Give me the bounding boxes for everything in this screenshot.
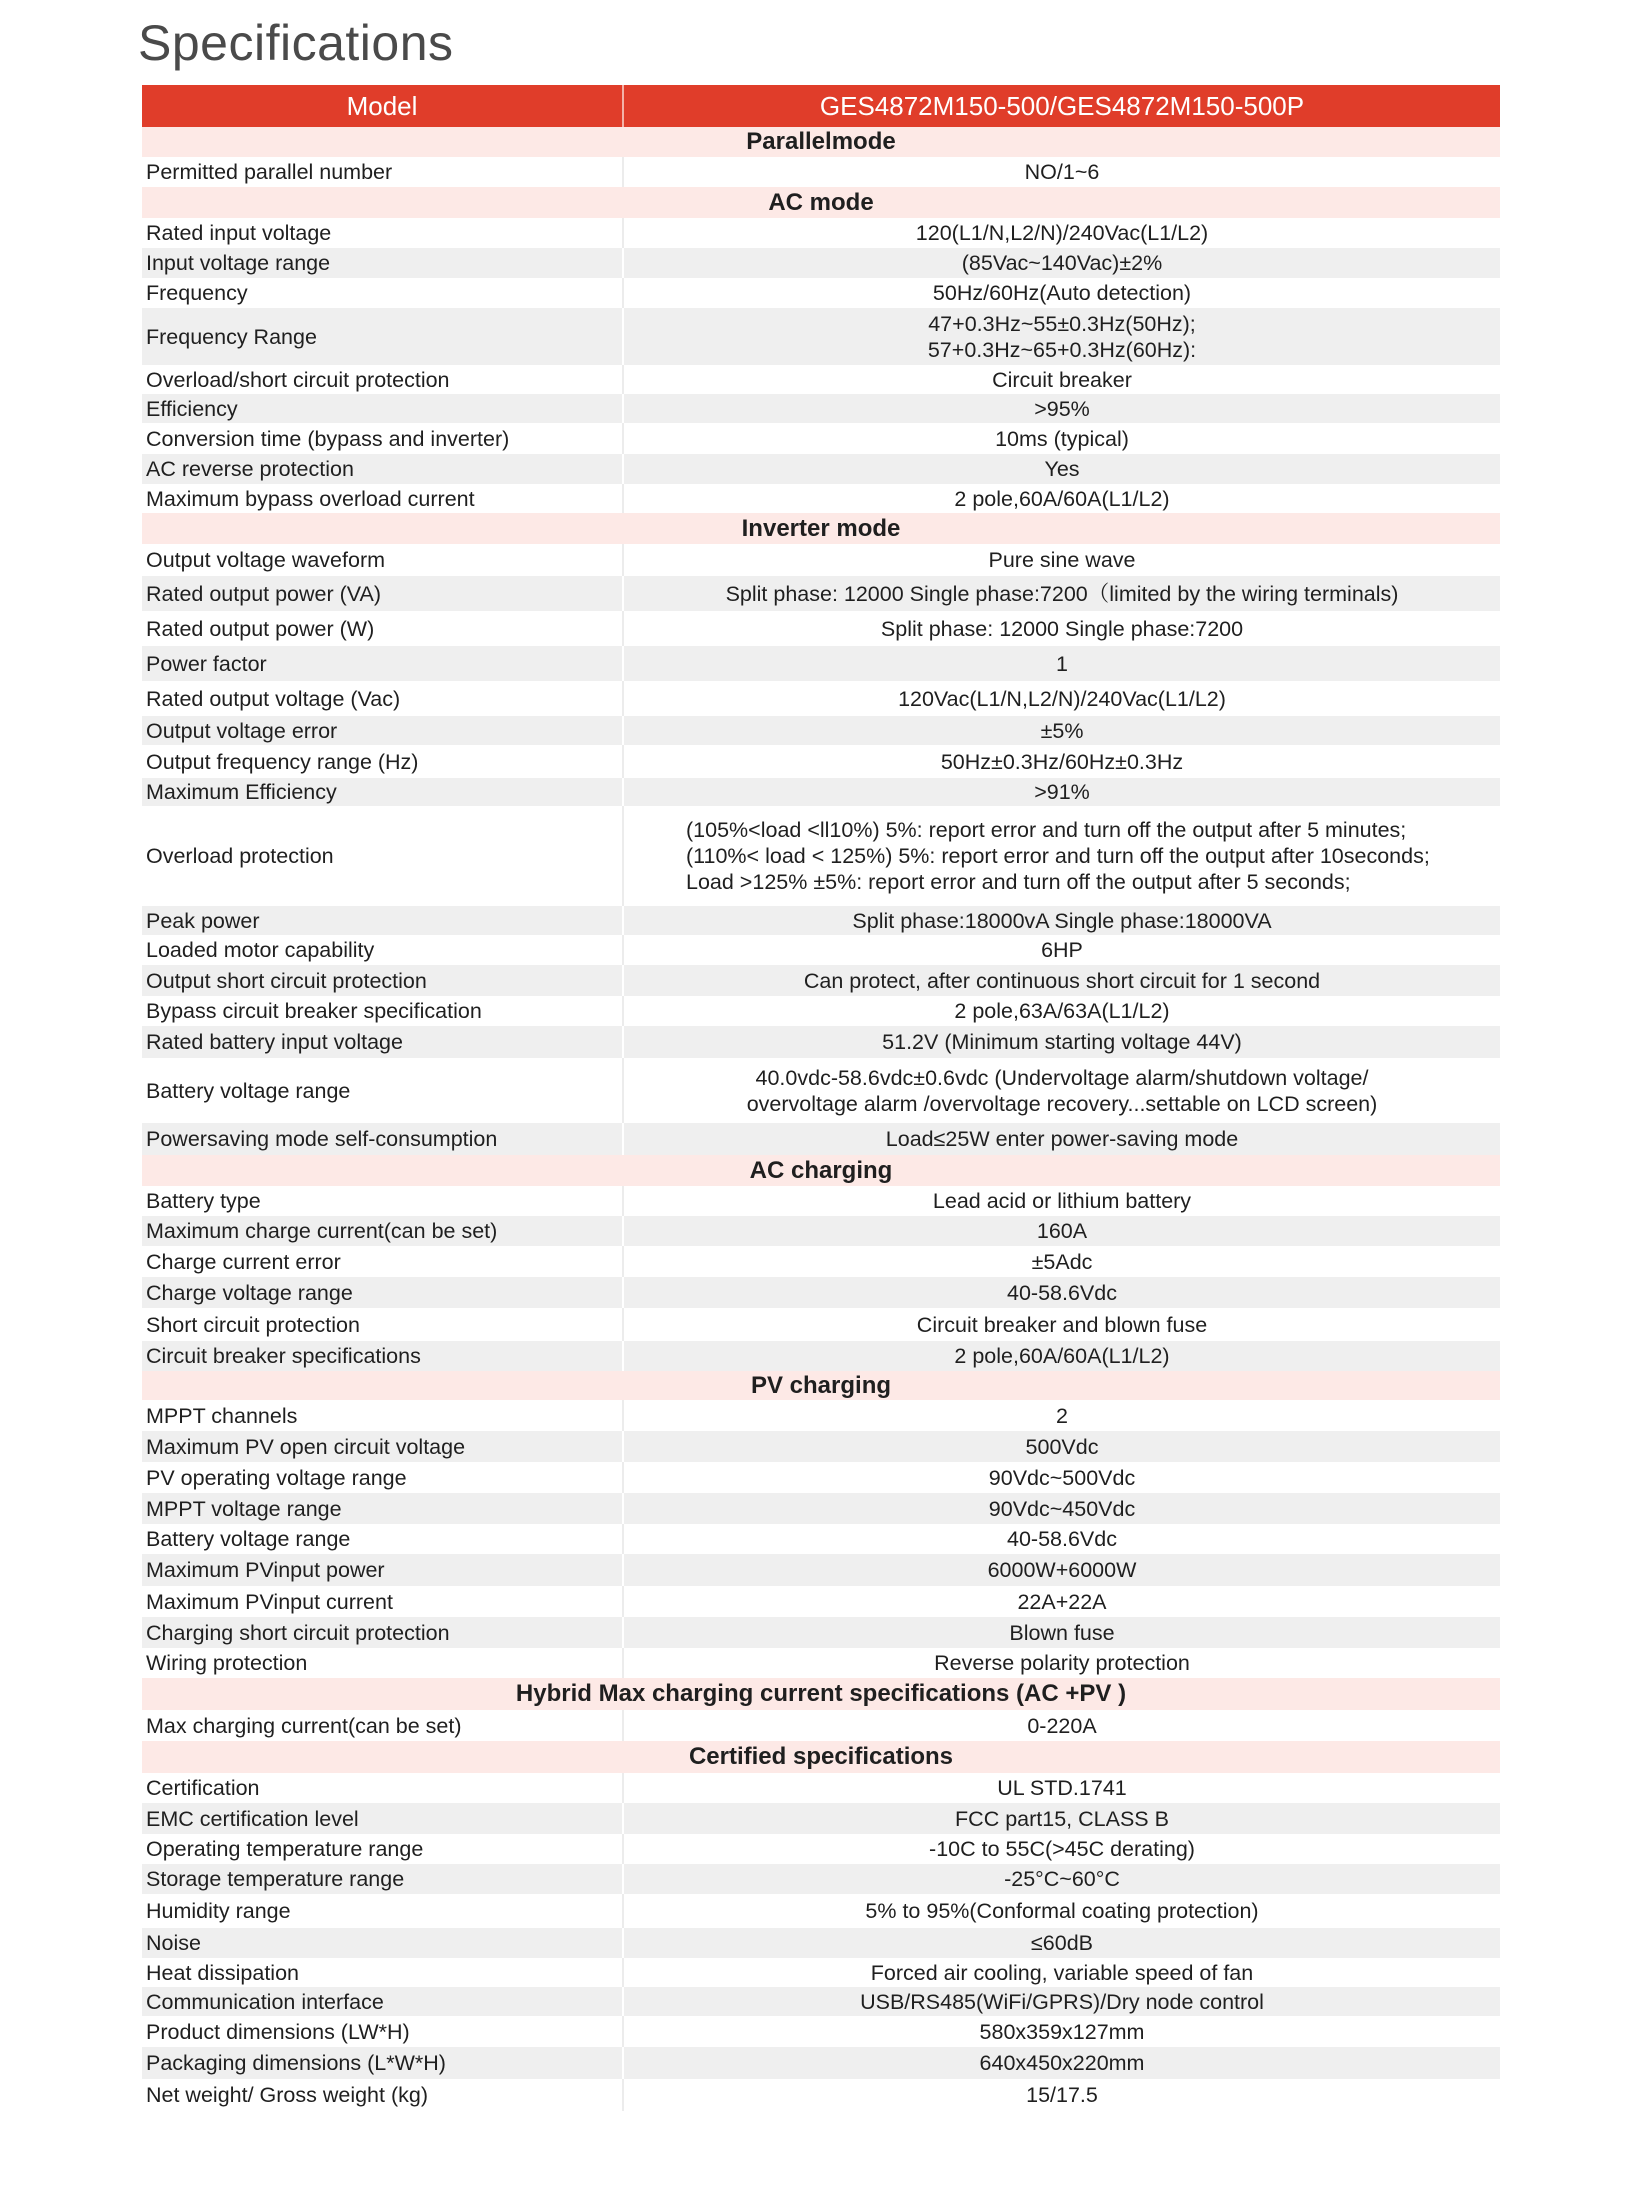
spec-value-line: 120(L1/N,L2/N)/240Vac(L1/L2) — [915, 221, 1209, 245]
spec-value-line: NO/1~6 — [1024, 160, 1100, 184]
spec-value — [623, 681, 1500, 716]
spec-value-line: 580x359x127mm — [979, 2019, 1145, 2044]
spec-value-line: Can protect, after continuous short circuit for 1 second — [803, 968, 1321, 993]
spec-row — [142, 423, 1500, 454]
spec-value — [623, 423, 1500, 454]
spec-value — [623, 1216, 1500, 1246]
spec-value-line: 6HP — [1041, 938, 1083, 962]
spec-row — [142, 1554, 1500, 1586]
spec-value — [623, 2079, 1500, 2111]
spec-row — [142, 2016, 1500, 2047]
spec-label: Rated input voltage — [142, 218, 623, 248]
spec-label: Maximum Efficiency — [142, 778, 623, 806]
spec-row — [142, 2079, 1500, 2111]
spec-row — [142, 1431, 1500, 1462]
spec-value — [623, 1058, 1500, 1123]
spec-value-line: 50Hz/60Hz(Auto detection) — [932, 281, 1192, 305]
spec-value-line: Circuit breaker and blown fuse — [916, 1312, 1208, 1337]
spec-value — [623, 965, 1500, 996]
spec-row — [142, 1958, 1500, 1987]
spec-value — [623, 1928, 1500, 1958]
section-title: PV charging — [142, 1371, 1500, 1400]
model-header-value: GES4872M150-500/GES4872M150-500P — [623, 85, 1500, 127]
spec-value-line: USB/RS485(WiFi/GPRS)/Dry node control — [860, 1989, 1264, 2014]
spec-row — [142, 1928, 1500, 1958]
spec-value — [623, 906, 1500, 935]
spec-value-line: 2 pole,60A/60A(L1/L2) — [954, 1344, 1170, 1368]
spec-value-line: 15/17.5 — [1026, 2083, 1098, 2107]
spec-value-line: overvoltage alarm /overvoltage recovery...settable on LCD screen) — [746, 1091, 1378, 1116]
spec-label: Product dimensions (LW*H) — [142, 2016, 623, 2047]
spec-row — [142, 576, 1500, 611]
spec-row — [142, 1834, 1500, 1864]
spec-label: Frequency — [142, 278, 623, 308]
section-header-ac-charging — [142, 1155, 1500, 1186]
spec-label: Power factor — [142, 646, 623, 681]
spec-value — [623, 1308, 1500, 1341]
spec-value — [623, 1617, 1500, 1648]
spec-value-line: FCC part15, CLASS B — [955, 1806, 1169, 1831]
spec-value-line: 5% to 95%(Conformal coating protection) — [865, 1899, 1259, 1923]
spec-row — [142, 1026, 1500, 1058]
spec-label: Rated output power (W) — [142, 611, 623, 646]
spec-value — [623, 2016, 1500, 2047]
spec-value-line: 1 — [1056, 651, 1068, 676]
section-title: AC mode — [142, 187, 1500, 218]
spec-value — [623, 806, 1500, 906]
spec-value-line: ±5% — [1040, 718, 1084, 743]
spec-row — [142, 806, 1500, 906]
spec-row — [142, 394, 1500, 423]
spec-row — [142, 646, 1500, 681]
spec-label: Frequency Range — [142, 308, 623, 365]
spec-value — [623, 1026, 1500, 1058]
spec-label: Overload/short circuit protection — [142, 365, 623, 394]
spec-value — [623, 1277, 1500, 1308]
spec-row — [142, 778, 1500, 806]
spec-label: Communication interface — [142, 1987, 623, 2016]
spec-value — [623, 1586, 1500, 1617]
spec-value-line: 10ms (typical) — [995, 426, 1129, 451]
spec-row — [142, 1216, 1500, 1246]
spec-value-line: 51.2V (Minimum starting voltage 44V) — [882, 1030, 1242, 1054]
spec-row — [142, 454, 1500, 484]
spec-row — [142, 1400, 1500, 1431]
spec-value — [623, 996, 1500, 1026]
spec-value-line: 500Vdc — [1025, 1434, 1099, 1459]
spec-row — [142, 1864, 1500, 1894]
spec-value — [623, 248, 1500, 278]
spec-value — [623, 1648, 1500, 1678]
spec-label: Charge current error — [142, 1246, 623, 1277]
section-header-pv-charging — [142, 1371, 1500, 1400]
spec-row — [142, 1648, 1500, 1678]
spec-value-line: Yes — [1044, 457, 1080, 481]
section-header-parallelmode — [142, 127, 1500, 157]
spec-value-line: Pure sine wave — [988, 548, 1136, 572]
section-header-ac-mode — [142, 187, 1500, 218]
page-title: Specifications — [138, 15, 454, 71]
spec-value-line: 40-58.6Vdc — [1007, 1280, 1117, 1305]
spec-value — [623, 1341, 1500, 1371]
spec-label: Max charging current(can be set) — [142, 1710, 623, 1741]
spec-label: Rated output power (VA) — [142, 576, 623, 611]
spec-label: Net weight/ Gross weight (kg) — [142, 2079, 623, 2111]
spec-row — [142, 1803, 1500, 1834]
spec-value — [623, 576, 1500, 611]
spec-value — [623, 1773, 1500, 1803]
section-header-certified-specifications — [142, 1741, 1500, 1773]
spec-value — [623, 1431, 1500, 1462]
spec-row — [142, 2047, 1500, 2079]
spec-value — [623, 278, 1500, 308]
spec-value — [623, 454, 1500, 484]
spec-value-line: (110%< load < 125%) 5%: report error and turn off the output after 10seconds; — [686, 844, 1430, 868]
table-header-row — [142, 85, 1500, 127]
spec-row — [142, 1524, 1500, 1554]
spec-value-line: >95% — [1034, 396, 1090, 421]
spec-label: Operating temperature range — [142, 1834, 623, 1864]
spec-row — [142, 935, 1500, 965]
spec-value — [623, 1123, 1500, 1155]
spec-value — [623, 308, 1500, 365]
spec-value — [623, 1493, 1500, 1524]
spec-value-line: ±5Adc — [1031, 1249, 1093, 1274]
spec-value-line: 2 pole,63A/63A(L1/L2) — [954, 999, 1170, 1023]
spec-value — [623, 1462, 1500, 1493]
spec-label: AC reverse protection — [142, 454, 623, 484]
spec-value-line: 22A+22A — [1017, 1589, 1107, 1614]
spec-row — [142, 1773, 1500, 1803]
spec-value — [623, 1246, 1500, 1277]
spec-label: Efficiency — [142, 394, 623, 423]
spec-label: Rated battery input voltage — [142, 1026, 623, 1058]
spec-label: Maximum PVinput power — [142, 1554, 623, 1586]
spec-value-line: Load >125% ±5%: report error and turn off the output after 5 seconds; — [686, 870, 1351, 894]
spec-value — [623, 935, 1500, 965]
spec-value-line: Lead acid or lithium battery — [932, 1189, 1192, 1213]
spec-label: MPPT voltage range — [142, 1493, 623, 1524]
spec-value-line: Load≤25W enter power-saving mode — [885, 1127, 1239, 1151]
spec-value-line: 2 — [1056, 1403, 1068, 1428]
spec-value-line: Split phase:18000vA Single phase:18000VA — [852, 908, 1272, 933]
spec-value — [623, 1864, 1500, 1894]
section-header-hybrid-max-charging-current-specifications-ac-pv — [142, 1678, 1500, 1710]
spec-value — [623, 745, 1500, 778]
section-title: Parallelmode — [142, 127, 1500, 157]
spec-row — [142, 157, 1500, 187]
spec-label: Maximum PV open circuit voltage — [142, 1431, 623, 1462]
spec-row — [142, 965, 1500, 996]
spec-row — [142, 1493, 1500, 1524]
spec-label: Humidity range — [142, 1894, 623, 1928]
spec-row — [142, 484, 1500, 513]
spec-value-line: (105%<load <ll10%) 5%: report error and turn off the output after 5 minutes; — [686, 818, 1407, 842]
spec-value — [623, 544, 1500, 576]
spec-row — [142, 996, 1500, 1026]
spec-value — [623, 1524, 1500, 1554]
spec-label: Certification — [142, 1773, 623, 1803]
spec-label: Storage temperature range — [142, 1864, 623, 1894]
spec-label: Battery voltage range — [142, 1058, 623, 1123]
spec-value — [623, 484, 1500, 513]
spec-label: Output short circuit protection — [142, 965, 623, 996]
spec-value-line: 640x450x220mm — [979, 2051, 1145, 2075]
spec-value-line: Circuit breaker — [992, 367, 1132, 392]
spec-value-line: ≤60dB — [1030, 1931, 1093, 1955]
spec-label: Battery type — [142, 1186, 623, 1216]
spec-value-line: 40.0vdc-58.6vdc±0.6vdc (Undervoltage alarm/shutdown voltage/ — [755, 1065, 1369, 1090]
spec-row — [142, 1246, 1500, 1277]
spec-value — [623, 1710, 1500, 1741]
spec-label: Maximum charge current(can be set) — [142, 1216, 623, 1246]
spec-value-line: 90Vdc~450Vdc — [988, 1496, 1136, 1521]
spec-value-line: 50Hz±0.3Hz/60Hz±0.3Hz — [940, 749, 1184, 774]
spec-row — [142, 1987, 1500, 2016]
spec-row — [142, 716, 1500, 745]
spec-row — [142, 1277, 1500, 1308]
spec-value — [623, 218, 1500, 248]
spec-value-line: Split phase: 12000 Single phase:7200 — [880, 616, 1244, 641]
spec-value — [623, 1958, 1500, 1987]
spec-value-line: Blown fuse — [1009, 1620, 1115, 1645]
spec-row — [142, 278, 1500, 308]
spec-value — [623, 611, 1500, 646]
spec-label: PV operating voltage range — [142, 1462, 623, 1493]
spec-row — [142, 1058, 1500, 1123]
spec-label: Heat dissipation — [142, 1958, 623, 1987]
spec-label: Output voltage error — [142, 716, 623, 745]
spec-label: Input voltage range — [142, 248, 623, 278]
spec-value-line: 6000W+6000W — [987, 1558, 1137, 1582]
model-header-label: Model — [142, 85, 623, 127]
spec-value-line: 47+0.3Hz~55±0.3Hz(50Hz); — [928, 311, 1196, 336]
spec-row — [142, 218, 1500, 248]
spec-label: Rated output voltage (Vac) — [142, 681, 623, 716]
spec-label: Output frequency range (Hz) — [142, 745, 623, 778]
spec-row — [142, 681, 1500, 716]
section-title: Inverter mode — [142, 513, 1500, 544]
spec-value — [623, 1834, 1500, 1864]
spec-value — [623, 1894, 1500, 1928]
spec-row — [142, 1462, 1500, 1493]
spec-label: Loaded motor capability — [142, 935, 623, 965]
spec-row — [142, 308, 1500, 365]
spec-label: Circuit breaker specifications — [142, 1341, 623, 1371]
spec-value — [623, 394, 1500, 423]
spec-value — [623, 1554, 1500, 1586]
spec-row — [142, 1308, 1500, 1341]
spec-value — [623, 157, 1500, 187]
spec-row — [142, 745, 1500, 778]
spec-row — [142, 1341, 1500, 1371]
spec-label: Conversion time (bypass and inverter) — [142, 423, 623, 454]
spec-value-line: Split phase: 12000 Single phase:7200（limited by the wiring terminals) — [725, 581, 1399, 606]
spec-value-line: 2 pole,60A/60A(L1/L2) — [954, 486, 1170, 511]
section-title: AC charging — [142, 1155, 1500, 1186]
spec-label: Short circuit protection — [142, 1308, 623, 1341]
spec-label: Output voltage waveform — [142, 544, 623, 576]
spec-row — [142, 1894, 1500, 1928]
spec-label: Overload protection — [142, 806, 623, 906]
spec-value — [623, 365, 1500, 394]
spec-label: Powersaving mode self-consumption — [142, 1123, 623, 1155]
spec-row — [142, 906, 1500, 935]
spec-row — [142, 1586, 1500, 1617]
spec-label: Packaging dimensions (L*W*H) — [142, 2047, 623, 2079]
section-title: Hybrid Max charging current specifications (AC +PV ) — [142, 1678, 1500, 1710]
spec-label: EMC certification level — [142, 1803, 623, 1834]
spec-value — [623, 716, 1500, 745]
spec-row — [142, 1186, 1500, 1216]
spec-value-line: (85Vac~140Vac)±2% — [961, 251, 1163, 275]
spec-label: Maximum PVinput current — [142, 1586, 623, 1617]
spec-value-line: -10C to 55C(>45C derating) — [929, 1837, 1195, 1861]
spec-row — [142, 248, 1500, 278]
spec-value-line: Reverse polarity protection — [934, 1651, 1190, 1675]
spec-row — [142, 1123, 1500, 1155]
spec-value — [623, 646, 1500, 681]
spec-table — [142, 85, 1500, 2111]
spec-label: Battery voltage range — [142, 1524, 623, 1554]
spec-value — [623, 1186, 1500, 1216]
spec-value-line: 160A — [1036, 1219, 1088, 1243]
spec-row — [142, 544, 1500, 576]
spec-value — [623, 778, 1500, 806]
spec-label: Maximum bypass overload current — [142, 484, 623, 513]
spec-row — [142, 611, 1500, 646]
section-title: Certified specifications — [142, 1741, 1500, 1773]
spec-value-line: 40-58.6Vdc — [1007, 1527, 1117, 1551]
spec-value-line: UL STD.1741 — [997, 1776, 1127, 1800]
spec-value — [623, 1803, 1500, 1834]
section-header-inverter-mode — [142, 513, 1500, 544]
spec-value-line: Forced air cooling, variable speed of fan — [870, 1960, 1254, 1985]
spec-value — [623, 1987, 1500, 2016]
spec-value-line: 120Vac(L1/N,L2/N)/240Vac(L1/L2) — [898, 686, 1226, 711]
spec-value — [623, 2047, 1500, 2079]
spec-value-line: 90Vdc~500Vdc — [988, 1465, 1136, 1490]
spec-label: Noise — [142, 1928, 623, 1958]
spec-value-line: >91% — [1034, 780, 1090, 804]
spec-value-line: 0-220A — [1027, 1713, 1097, 1738]
spec-label: Charging short circuit protection — [142, 1617, 623, 1648]
spec-label: Bypass circuit breaker specification — [142, 996, 623, 1026]
spec-row — [142, 1710, 1500, 1741]
spec-label: Peak power — [142, 906, 623, 935]
spec-value — [623, 1400, 1500, 1431]
spec-label: Permitted parallel number — [142, 157, 623, 187]
spec-value-line: 57+0.3Hz~65+0.3Hz(60Hz): — [927, 337, 1197, 362]
spec-label: Charge voltage range — [142, 1277, 623, 1308]
spec-label: MPPT channels — [142, 1400, 623, 1431]
spec-value-line: -25°C~60°C — [1004, 1867, 1120, 1891]
spec-row — [142, 365, 1500, 394]
spec-row — [142, 1617, 1500, 1648]
spec-label: Wiring protection — [142, 1648, 623, 1678]
